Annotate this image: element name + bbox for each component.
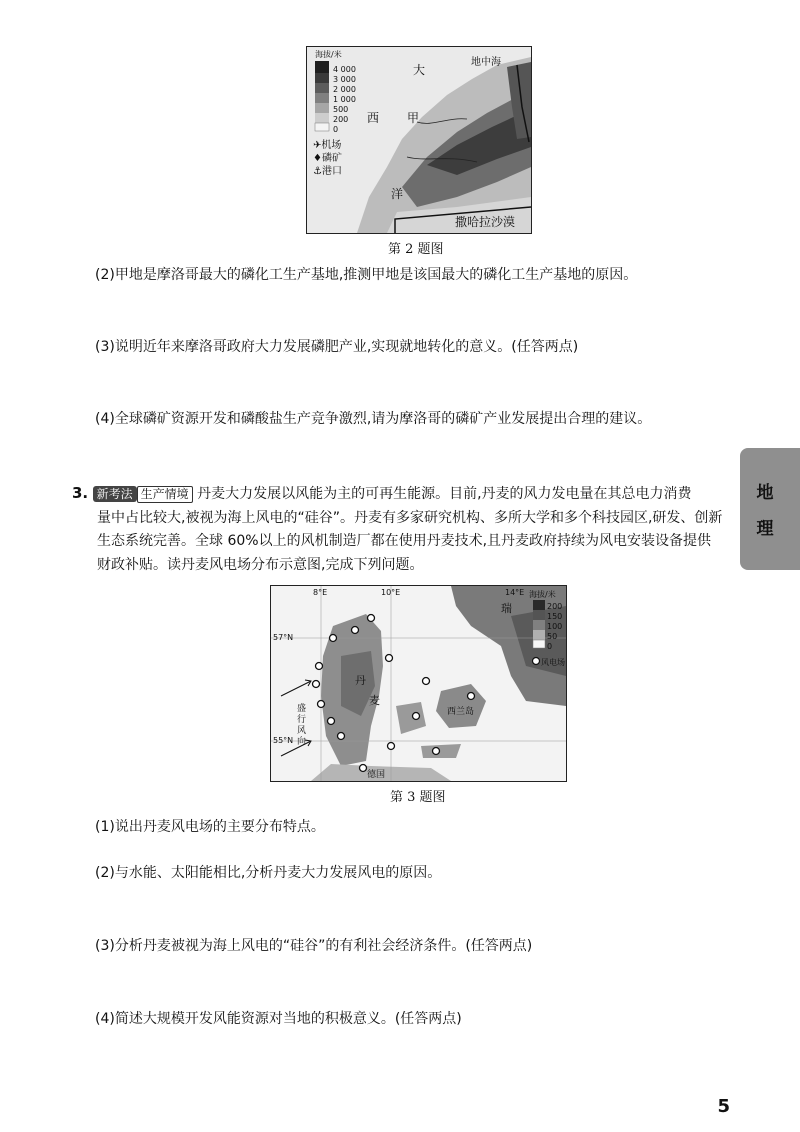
wind-label xyxy=(297,704,306,748)
lon-label: 10°E xyxy=(381,588,401,597)
morocco-map xyxy=(306,46,532,234)
q2-part4: (4)全球磷矿资源开发和磷酸盐生产竞争激烈,请为摩洛哥的磷矿产业发展提出合理的建议。 xyxy=(95,411,652,427)
legend-value: 150 xyxy=(547,612,563,621)
side-tab-char: 地 xyxy=(756,483,774,503)
symbol-label: 磷矿 xyxy=(321,153,342,164)
q3-part2: (2)与水能、太阳能相比,分析丹麦大力发展风电的原因。 xyxy=(95,865,442,881)
figure2-caption: 第 3 题图 xyxy=(390,790,446,805)
country-label: 瑞 xyxy=(501,602,512,615)
place-label: 甲 xyxy=(407,111,420,125)
ocean-label: 洋 xyxy=(391,187,404,201)
q3-stem xyxy=(72,482,742,577)
phosphate-icon: ♦ xyxy=(313,153,322,164)
denmark-map xyxy=(270,585,567,782)
sea-label: 地中海 xyxy=(471,57,501,68)
legend-value: 1 000 xyxy=(333,95,356,104)
legend-value: 500 xyxy=(333,105,349,114)
wind-char: 行 xyxy=(297,715,307,725)
q3-part1: (1)说出丹麦风电场的主要分布特点。 xyxy=(95,819,325,835)
q3-line: 量中占比较大,被视为海上风电的“硅谷”。丹麦有多家研究机构、多所大学和多个科技园区,研发、创新 xyxy=(97,509,723,526)
side-tab-char: 理 xyxy=(756,519,774,539)
legend-title: 海拔/米 xyxy=(315,50,342,59)
legend-title: 海拔/米 xyxy=(529,590,556,599)
legend-value: 3 000 xyxy=(333,75,356,84)
country-label: 丹 xyxy=(355,674,366,687)
q3-line: 财政补贴。读丹麦风电场分布示意图,完成下列问题。 xyxy=(97,556,424,573)
legend-value: 2 000 xyxy=(333,85,356,94)
lat-label: 55°N xyxy=(273,736,294,745)
q3-tag-context: 生产情境 xyxy=(137,486,193,503)
q2-part3: (3)说明近年来摩洛哥政府大力发展磷肥产业,实现就地转化的意义。(任答两点) xyxy=(95,339,579,355)
q3-line xyxy=(72,482,742,507)
legend-value: 100 xyxy=(547,622,563,631)
q3-part4: (4)简述大规模开发风能资源对当地的积极意义。(任答两点) xyxy=(95,1011,462,1027)
country-label: 德国 xyxy=(367,770,386,780)
wind-char: 向 xyxy=(297,737,307,747)
ocean-label: 西 xyxy=(367,111,380,125)
lon-label: 8°E xyxy=(313,588,328,597)
desert-label: 撒哈拉沙漠 xyxy=(455,215,516,229)
legend-values xyxy=(333,65,356,135)
q3-number: 3. xyxy=(72,484,89,502)
q3-line: 生态系统完善。全球 60%以上的风机制造厂都在使用丹麦技术,且丹麦政府持续为风电安装设备提供 xyxy=(97,533,712,549)
legend-value: 0 xyxy=(547,642,553,651)
ocean-label: 大 xyxy=(413,63,426,77)
q3-tag-new: 新考法 xyxy=(93,486,137,502)
wind-char: 盛 xyxy=(297,704,307,714)
symbol-row xyxy=(313,139,342,152)
symbol-legend xyxy=(313,139,342,178)
legend-value: 50 xyxy=(547,632,558,641)
legend-values xyxy=(547,602,562,652)
country-label: 麦 xyxy=(369,694,380,707)
page-number: 5 xyxy=(717,1096,730,1117)
lat-label: 57°N xyxy=(273,633,294,642)
airport-icon: ✈ xyxy=(313,140,322,151)
legend-value: 4 000 xyxy=(333,65,356,74)
lon-label: 14°E xyxy=(505,588,525,597)
wind-char: 风 xyxy=(297,726,307,736)
windfarm-label: 风电场 xyxy=(541,658,565,667)
legend-value: 0 xyxy=(333,125,339,134)
subject-side-tab xyxy=(740,448,800,570)
figure1-caption: 第 2 题图 xyxy=(388,242,444,257)
legend-value: 200 xyxy=(333,115,349,124)
q3-text: 丹麦大力发展以风能为主的可再生能源。目前,丹麦的风力发电量在其总电力消费 xyxy=(197,486,692,502)
symbol-label: 机场 xyxy=(321,140,342,151)
symbol-row xyxy=(313,165,342,178)
island-label: 西兰岛 xyxy=(447,707,475,717)
symbol-row xyxy=(313,152,342,165)
q3-part3: (3)分析丹麦被视为海上风电的“硅谷”的有利社会经济条件。(任答两点) xyxy=(95,938,533,954)
denmark-map-graphic xyxy=(271,586,566,781)
legend-value: 200 xyxy=(547,602,563,611)
port-icon: ⚓ xyxy=(313,166,322,177)
q2-part2: (2)甲地是摩洛哥最大的磷化工生产基地,推测甲地是该国最大的磷化工生产基地的原因。 xyxy=(95,267,638,283)
symbol-label: 港口 xyxy=(321,166,342,177)
